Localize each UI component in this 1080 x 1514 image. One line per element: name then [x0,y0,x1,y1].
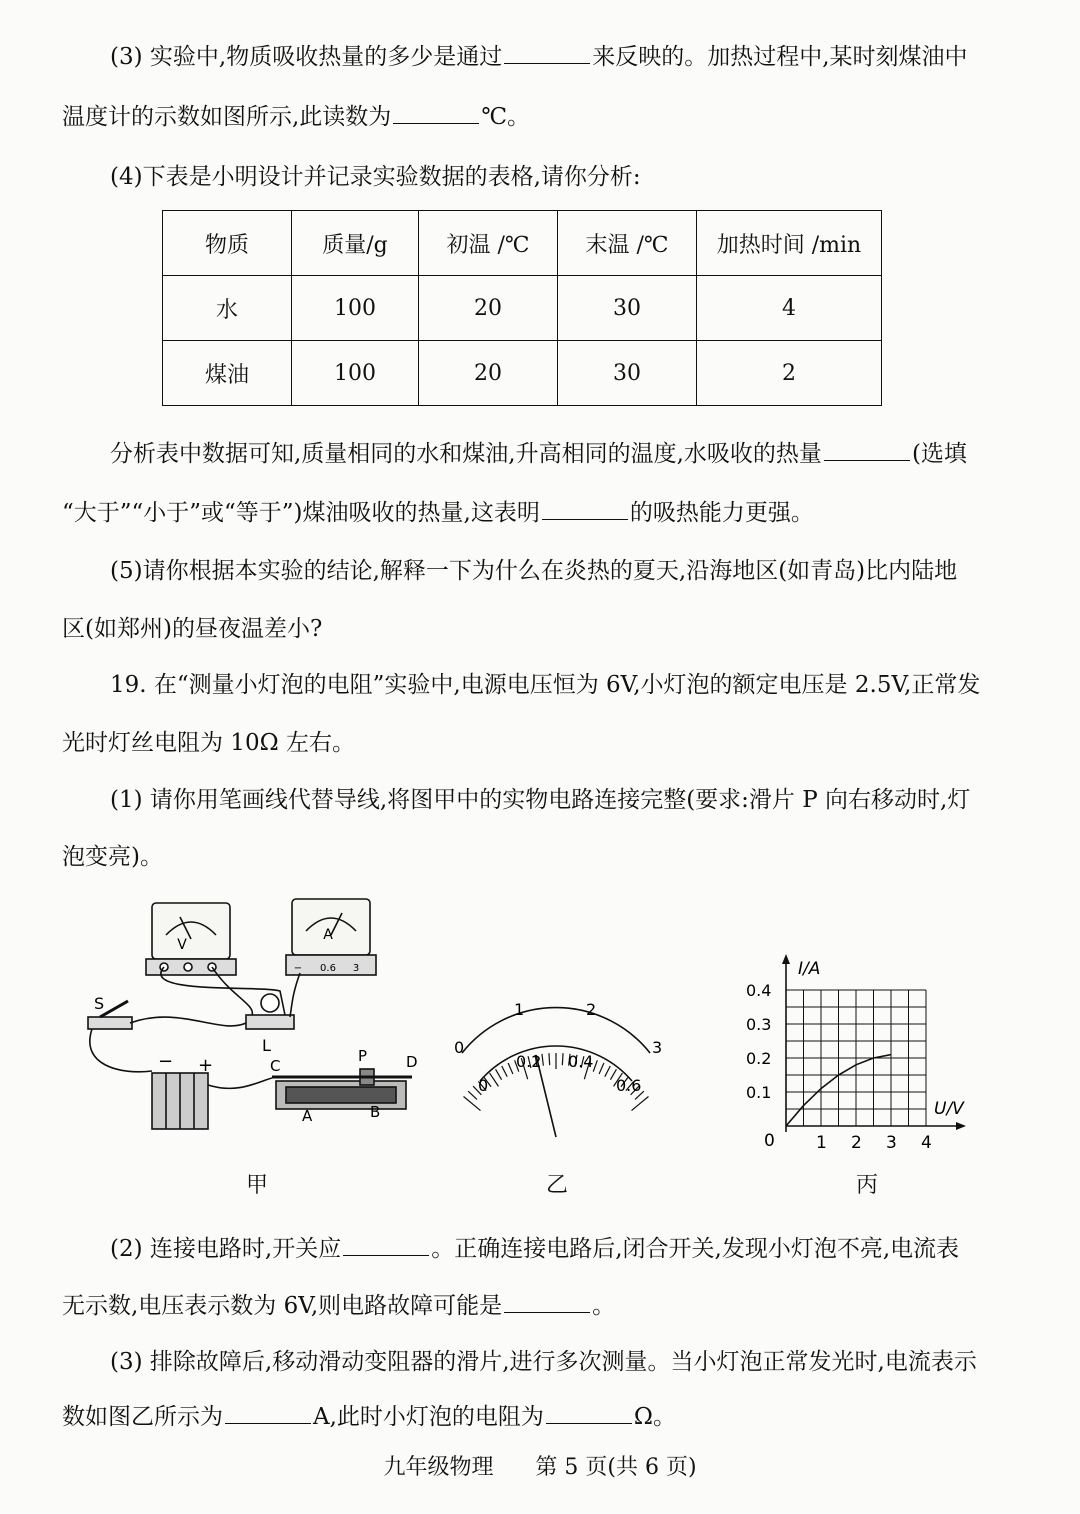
wire [290,973,300,1017]
dial-tick [593,1060,597,1071]
table-header-cell: 加热时间 /min [697,211,882,276]
x-tick-label: 2 [851,1133,862,1153]
q19-p2-text-d: 。 [592,1293,616,1319]
q18-p3-line2 [62,98,530,131]
table-cell: 30 [558,341,697,406]
answer-blank[interactable] [824,459,910,461]
dial-tick [502,1066,507,1077]
table-header-cell: 末温 /℃ [558,211,697,276]
y-axis-label: I/A [798,959,821,979]
y-tick-label: 0.1 [746,1083,772,1102]
q19-p2-text-a: (2) 连接电路时,开关应 [110,1236,342,1262]
q19-p3-text-a: 数如图乙所示为 [62,1404,223,1430]
q19-p2-line2 [62,1287,615,1320]
answer-blank[interactable] [504,1311,590,1313]
answer-blank[interactable] [542,518,628,520]
label-s: S [94,994,105,1013]
footer-page: 第 5 页(共 6 页) [535,1455,697,1480]
q19-p3-text-b: A,此时小灯泡的电阻为 [313,1404,544,1430]
inner-scale-label: 0.2 [516,1052,542,1071]
table-row [163,276,882,341]
answer-blank[interactable] [504,62,590,64]
q18-p3-text-b: 来反映的。加热过程中,某时刻煤油中 [592,44,968,70]
x-tick-label: 4 [921,1133,932,1153]
inner-scale-label: 0 [478,1076,489,1095]
table-header-cell: 初温 /℃ [419,211,558,276]
q18-p3-text-d: ℃。 [481,104,531,130]
table-cell: 30 [558,276,697,341]
q19-intro-line2: 光时灯丝电阻为 10Ω 左右。 [62,730,355,756]
ammeter-terminal: − [293,963,303,974]
y-tick-label: 0.4 [746,981,772,1000]
caption-jia: 甲 [246,1173,269,1198]
y-tick-label: 0.3 [746,1015,772,1034]
x-axis-label: U/V [934,1099,964,1119]
dial-tick [605,1066,610,1077]
wire [208,1077,276,1088]
q18-analysis-line1 [110,435,967,468]
footer-subject: 九年级物理 [383,1455,494,1480]
table-cell: 2 [697,341,882,406]
dial-tick [542,1054,543,1066]
q19-p3-line1: (3) 排除故障后,移动滑动变阻器的滑片,进行多次测量。当小灯泡正常发光时,电流表示 [110,1349,977,1375]
dial-tick [632,1097,649,1111]
q18-p4-intro: (4)下表是小明设计并记录实验数据的表格,请你分析: [110,164,641,190]
ammeter-terminal: 3 [352,963,360,974]
inner-scale-label: 0.4 [568,1052,594,1071]
ammeter-terminal: 0.6 [320,963,336,974]
x-tick-label: 3 [886,1133,897,1153]
answer-blank[interactable] [225,1422,311,1424]
wire [90,1029,152,1072]
table-cell: 100 [292,341,419,406]
page-footer [0,1450,1080,1481]
table-cell: 20 [419,276,558,341]
label-l: L [262,1036,271,1055]
q19-intro-line1: 19. 在“测量小灯泡的电阻”实验中,电源电压恒为 6V,小灯泡的额定电压是 2.5V,正常发 [110,672,981,698]
dial-tick [496,1069,502,1079]
q19-p2-text-b: 。正确连接电路后,闭合开关,发现小灯泡不亮,电流表 [431,1236,960,1262]
q18-p3-line1 [110,38,968,71]
answer-blank[interactable] [546,1422,632,1424]
q19-p3-line2 [62,1398,676,1431]
label-p: P [358,1047,368,1065]
origin-label: 0 [764,1131,775,1151]
ammeter-label: A [323,927,333,943]
label-plus: + [198,1055,214,1076]
iu-graph [740,950,980,1160]
wire [130,1017,246,1026]
dial-tick [468,1091,477,1099]
table-cell: 100 [292,276,419,341]
voltmeter [146,903,236,975]
label-a: A [302,1107,313,1125]
label-b: B [370,1103,381,1121]
dial-tick [464,1097,481,1111]
meter-dial [440,995,680,1145]
table-cell: 4 [697,276,882,341]
q18-analysis-text-d: 的吸热能力更强。 [629,500,814,526]
answer-blank[interactable] [393,122,479,124]
answer-blank[interactable] [343,1254,429,1256]
outer-scale-label: 3 [652,1038,663,1057]
data-table [162,210,882,406]
circuit-figure [80,895,440,1135]
q18-p5-line2: 区(如郑州)的昼夜温差小? [62,616,323,642]
voltmeter-label: V [177,937,187,953]
outer-scale-label: 1 [514,1000,525,1019]
battery [152,1073,208,1129]
dial-tick [599,1063,604,1074]
q18-p3-text-c: 温度计的示数如图所示,此读数为 [62,104,392,130]
caption-yi: 乙 [546,1173,569,1198]
dial-tick [562,1053,563,1065]
lamp [246,994,294,1029]
q19-p1-line1: (1) 请你用笔画线代替导线,将图甲中的实物电路连接完整(要求:滑片 P 向右移动时,灯 [110,787,971,813]
q18-analysis-line2 [62,494,814,527]
rheostat [272,1069,412,1109]
label-minus: − [158,1051,174,1072]
q18-analysis-text-b: (选填 [911,441,967,467]
q19-p3-text-c: Ω。 [633,1404,676,1430]
q18-analysis-text-c: “大于”“小于”或“等于”)煤油吸收的热量,这表明 [62,500,540,526]
outer-scale-label: 2 [586,1000,597,1019]
q19-p2-line1 [110,1230,959,1263]
table-row [163,341,882,406]
y-axis-arrow [782,954,790,964]
x-axis-arrow [956,1122,966,1130]
q18-analysis-text-a: 分析表中数据可知,质量相同的水和煤油,升高相同的温度,水吸收的热量 [110,441,822,467]
caption-bing: 丙 [856,1173,879,1198]
dial-tick [508,1063,513,1074]
q19-p1-line2: 泡变亮)。 [62,844,163,870]
table-header-cell: 质量/g [292,211,419,276]
table-header-cell: 物质 [163,211,292,276]
dial-tick [490,1073,499,1086]
label-c: C [270,1057,281,1075]
table-cell: 20 [419,341,558,406]
table-header-row [163,211,882,276]
outer-scale-label: 0 [454,1038,465,1057]
y-tick-label: 0.2 [746,1049,772,1068]
inner-scale-label: 0.6 [616,1076,642,1095]
q18-p5-line1: (5)请你根据本实验的结论,解释一下为什么在炎热的夏天,沿海地区(如青岛)比内陆地 [110,558,958,584]
x-tick-label: 1 [816,1133,827,1153]
table-cell: 煤油 [163,341,292,406]
q18-p3-text-a: (3) 实验中,物质吸收热量的多少是通过 [110,44,503,70]
dial-tick [549,1053,550,1065]
q19-p2-text-c: 无示数,电压表示数为 6V,则电路故障可能是 [62,1293,503,1319]
label-d: D [406,1053,418,1071]
table-cell: 水 [163,276,292,341]
